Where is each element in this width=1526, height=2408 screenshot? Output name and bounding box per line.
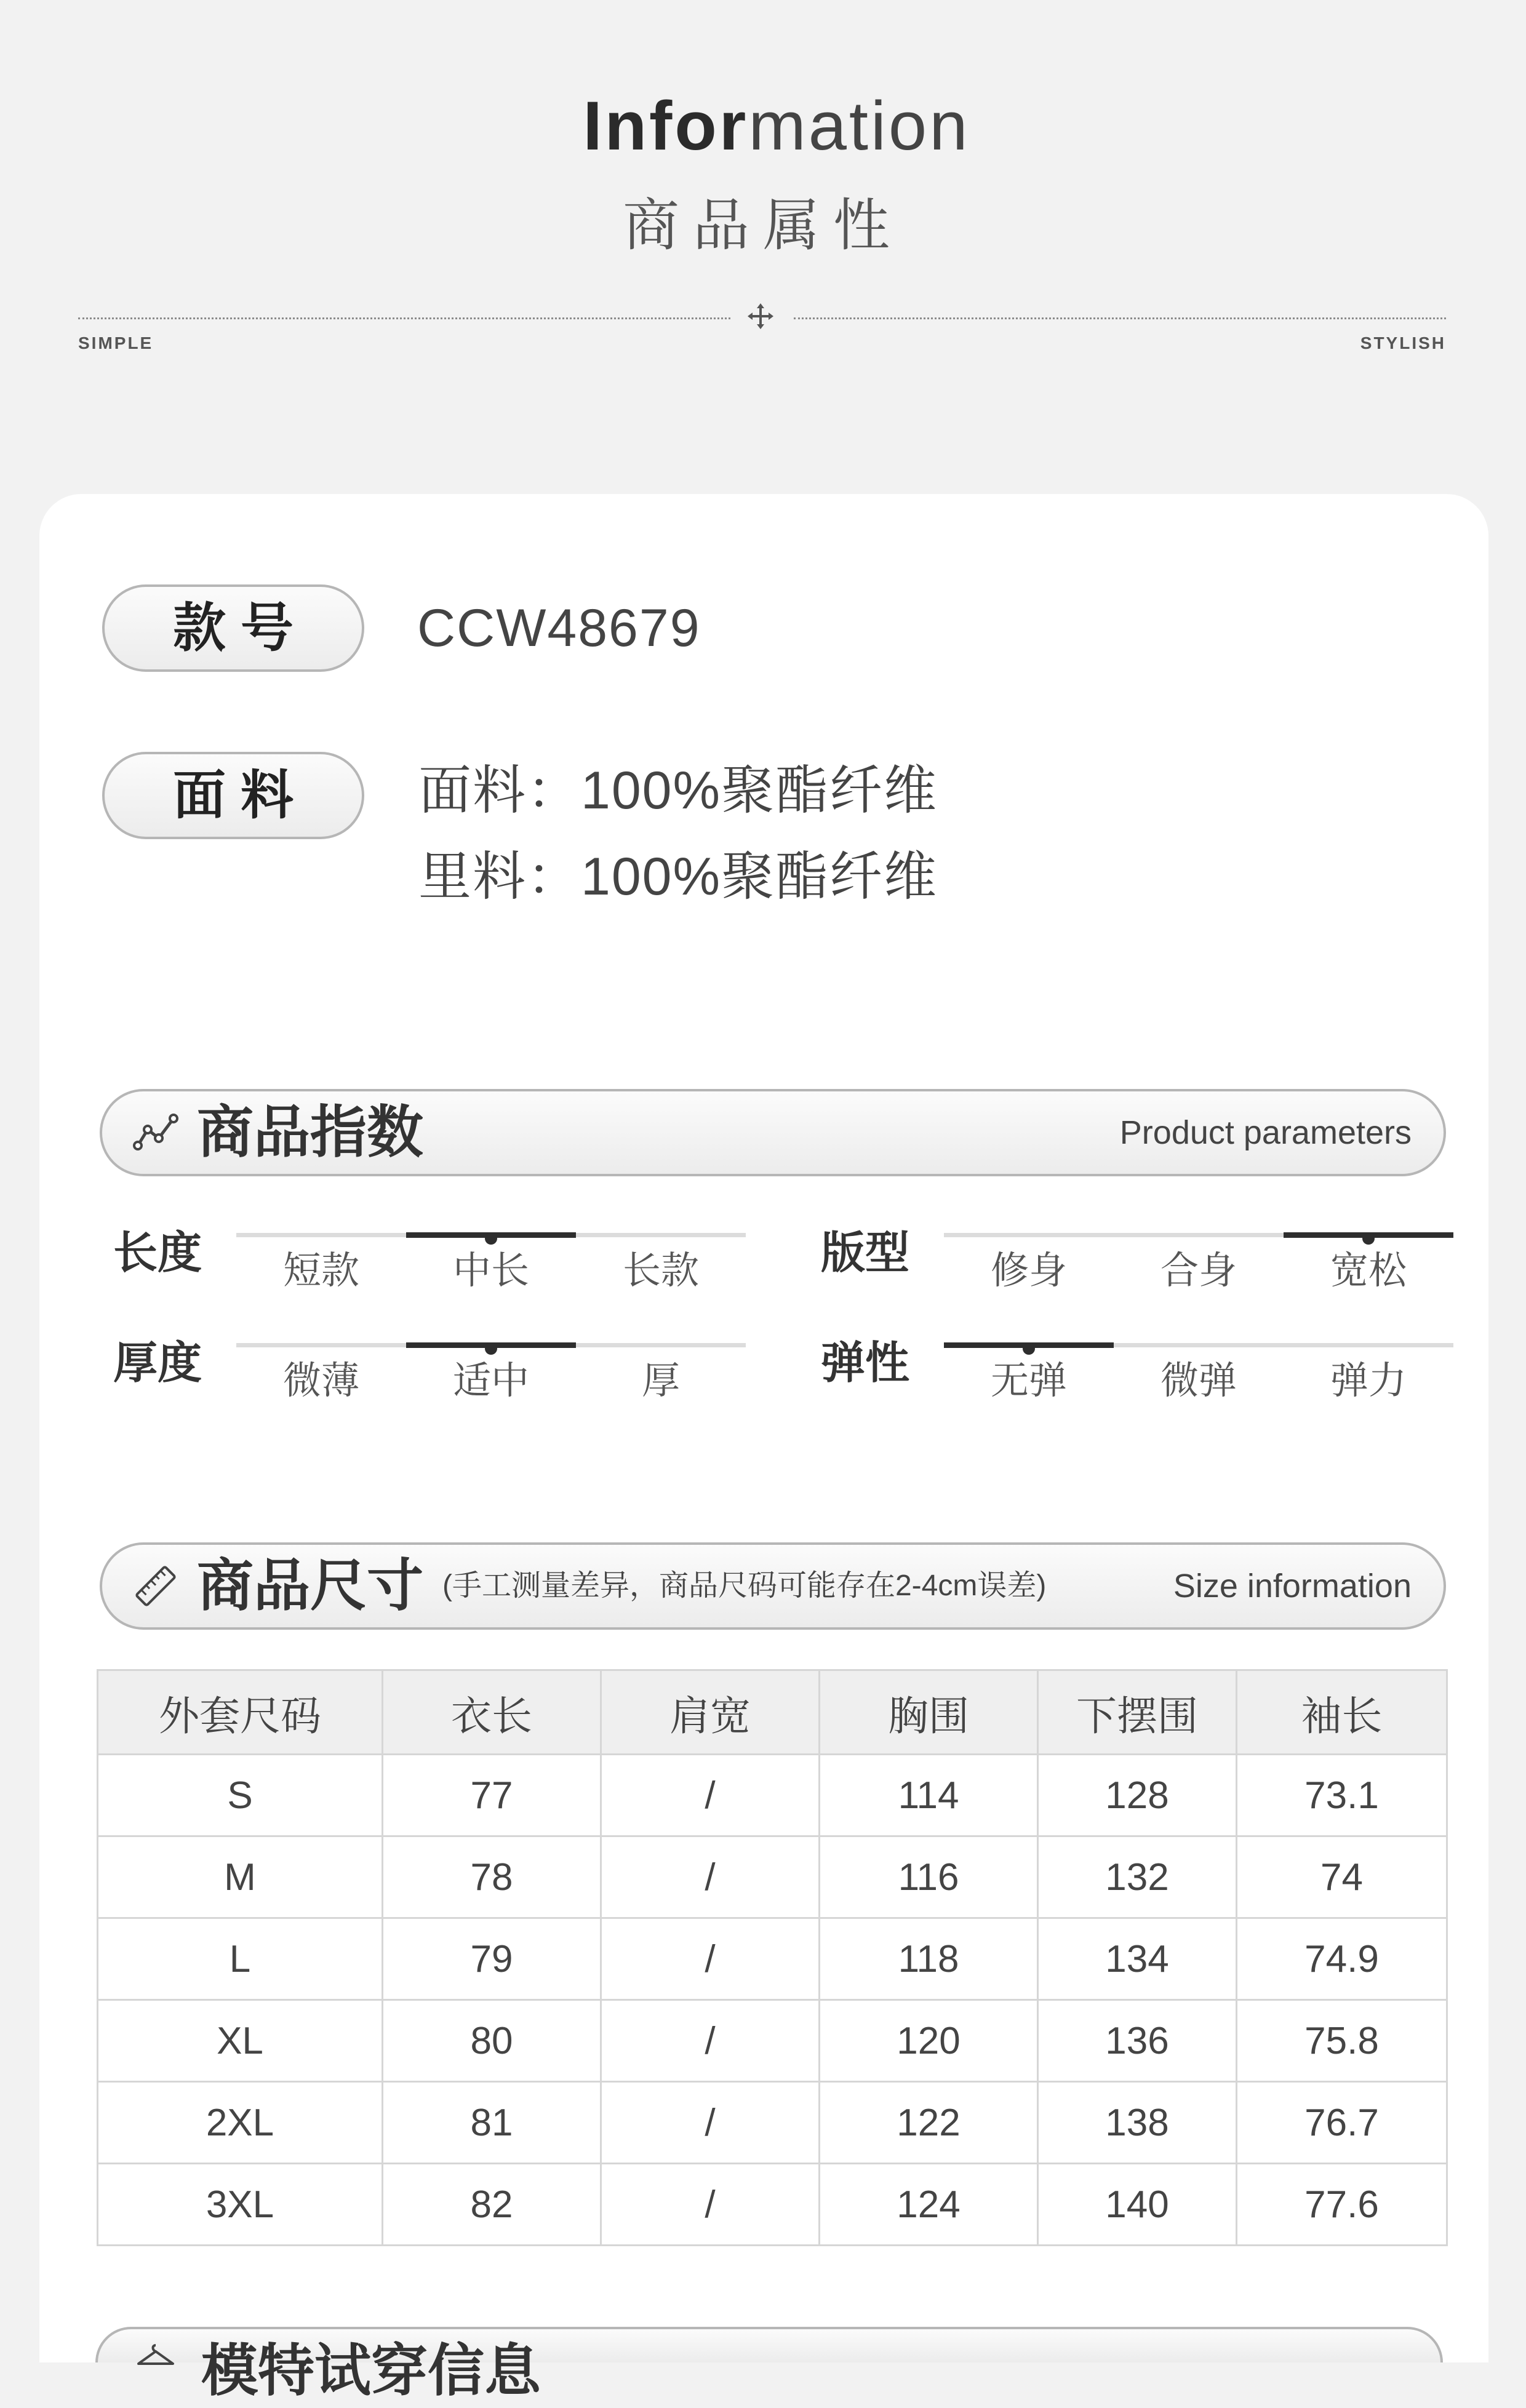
param-selected-indicator <box>944 1342 1114 1348</box>
table-cell: M <box>98 1836 383 1918</box>
table-cell: / <box>601 2164 820 2246</box>
page-title-rest: mation <box>748 87 970 164</box>
column-header: 胸围 <box>820 1670 1038 1755</box>
table-row <box>98 2082 1447 2164</box>
table-cell: 128 <box>1038 1755 1237 1836</box>
table-cell: / <box>601 1755 820 1836</box>
table-cell: / <box>601 1918 820 2000</box>
table-cell: 78 <box>383 1836 601 1918</box>
style-number-label: 款号 <box>173 599 308 658</box>
param-option: 长款 <box>622 1250 699 1292</box>
param-selected-indicator <box>406 1342 576 1348</box>
fabric-outer-line: 面料：100%聚酯纤维 <box>418 761 938 820</box>
table-cell: 3XL <box>98 2164 383 2246</box>
param-option-selected: 无弹 <box>990 1360 1067 1402</box>
table-cell: / <box>601 2000 820 2082</box>
table-cell: 124 <box>820 2164 1038 2246</box>
table-cell: L <box>98 1918 383 2000</box>
selected-dot <box>1023 1342 1035 1355</box>
size-info-title: 商品尺寸 <box>197 1555 424 1617</box>
model-info-header <box>95 2327 1443 2402</box>
product-index-header <box>100 1089 1446 1176</box>
divider-left <box>78 317 730 319</box>
param-option: 厚 <box>641 1360 680 1402</box>
table-cell: 76.7 <box>1237 2082 1447 2164</box>
param-label: 长度 <box>113 1229 202 1278</box>
product-index-subtitle: Product parameters <box>1119 1114 1412 1151</box>
column-header: 衣长 <box>383 1670 601 1755</box>
table-row <box>98 1836 1447 1918</box>
table-cell: 118 <box>820 1918 1038 2000</box>
column-header: 袖长 <box>1237 1670 1447 1755</box>
param-option: 合身 <box>1160 1250 1237 1292</box>
param-length <box>113 1222 753 1302</box>
param-scale <box>236 1343 746 1347</box>
param-option: 修身 <box>990 1250 1067 1292</box>
param-label: 弹性 <box>821 1339 910 1388</box>
size-info-subtitle: Size information <box>1173 1568 1412 1605</box>
table-cell: 77 <box>383 1755 601 1836</box>
divider-right <box>794 317 1446 319</box>
table-cell: 75.8 <box>1237 2000 1447 2082</box>
param-thickness <box>113 1333 753 1413</box>
stylish-tag: STYLISH <box>1360 333 1446 353</box>
param-fit <box>821 1222 1461 1302</box>
param-option: 短款 <box>282 1250 359 1292</box>
table-cell: 81 <box>383 2082 601 2164</box>
table-row <box>98 1918 1447 2000</box>
fabric-badge <box>102 752 364 839</box>
param-option: 弹力 <box>1330 1360 1407 1402</box>
table-cell: 134 <box>1038 1918 1237 2000</box>
table-cell: 79 <box>383 1918 601 2000</box>
param-selected-indicator <box>1284 1232 1453 1238</box>
page-title <box>0 86 1526 166</box>
simple-tag: SIMPLE <box>78 333 154 353</box>
table-cell: 74.9 <box>1237 1918 1447 2000</box>
table-cell: 82 <box>383 2164 601 2246</box>
param-scale <box>944 1343 1453 1347</box>
trend-line-icon <box>133 1110 178 1155</box>
param-option-selected: 宽松 <box>1330 1250 1407 1292</box>
fabric-lining-line: 里料：100%聚酯纤维 <box>418 847 938 906</box>
table-cell: 122 <box>820 2082 1038 2164</box>
table-cell: 114 <box>820 1755 1038 1836</box>
table-cell: / <box>601 2082 820 2164</box>
selected-dot <box>1362 1232 1375 1245</box>
hanger-icon <box>136 2343 175 2370</box>
table-row <box>98 2000 1447 2082</box>
param-scale <box>944 1233 1453 1237</box>
style-number-value: CCW48679 <box>417 599 701 658</box>
param-option-selected: 适中 <box>452 1360 529 1402</box>
table-cell: 77.6 <box>1237 2164 1447 2246</box>
ruler-icon <box>133 1563 178 1609</box>
table-cell: XL <box>98 2000 383 2082</box>
table-cell: 136 <box>1038 2000 1237 2082</box>
table-cell: 73.1 <box>1237 1755 1447 1836</box>
table-cell: 80 <box>383 2000 601 2082</box>
size-table <box>97 1669 1448 2246</box>
model-info-title: 模特试穿信息 <box>201 2340 541 2402</box>
table-cell: / <box>601 1836 820 1918</box>
column-header: 外套尺码 <box>98 1670 383 1755</box>
product-index-title: 商品指数 <box>197 1101 424 1164</box>
table-cell: 116 <box>820 1836 1038 1918</box>
page-subtitle: 商品属性 <box>622 194 903 257</box>
param-option-selected: 中长 <box>452 1250 529 1292</box>
size-info-header <box>100 1542 1446 1630</box>
fabric-label: 面料 <box>173 766 308 825</box>
table-cell: S <box>98 1755 383 1836</box>
table-cell: 138 <box>1038 2082 1237 2164</box>
param-label: 厚度 <box>113 1339 202 1388</box>
param-option: 微薄 <box>282 1360 359 1402</box>
move-cross-icon <box>747 303 774 330</box>
selected-dot <box>485 1232 497 1245</box>
param-label: 版型 <box>821 1229 910 1278</box>
selected-dot <box>485 1342 497 1355</box>
size-info-note: (手工测量差异，商品尺码可能存在2-4cm误差) <box>442 1569 1047 1602</box>
param-selected-indicator <box>406 1232 576 1238</box>
param-elasticity <box>821 1333 1461 1413</box>
column-header: 下摆围 <box>1038 1670 1237 1755</box>
table-cell: 140 <box>1038 2164 1237 2246</box>
param-option: 微弹 <box>1160 1360 1237 1402</box>
table-row <box>98 2164 1447 2246</box>
table-body <box>98 1755 1447 2246</box>
table-header-row <box>98 1670 1447 1755</box>
table-cell: 74 <box>1237 1836 1447 1918</box>
table-cell: 120 <box>820 2000 1038 2082</box>
table-cell: 2XL <box>98 2082 383 2164</box>
table-row <box>98 1755 1447 1836</box>
table-cell: 132 <box>1038 1836 1237 1918</box>
column-header: 肩宽 <box>601 1670 820 1755</box>
style-number-badge <box>102 584 364 672</box>
param-scale <box>236 1233 746 1237</box>
page-title-bold: Infor <box>583 87 749 164</box>
